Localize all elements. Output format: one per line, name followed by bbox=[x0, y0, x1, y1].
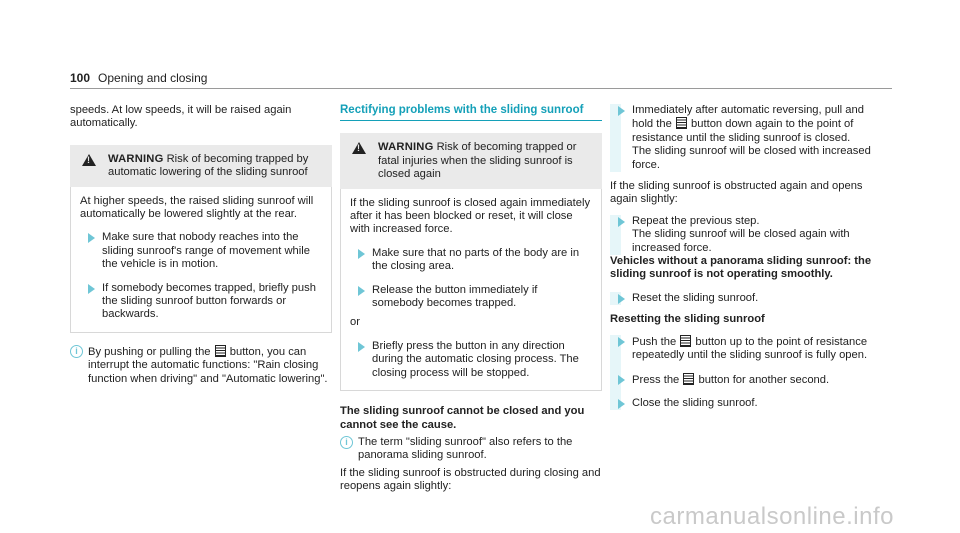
warning-label: WARNING bbox=[108, 152, 164, 165]
warning-triangle-icon bbox=[352, 142, 366, 154]
warning-step bbox=[80, 282, 322, 322]
step-arrow-icon bbox=[358, 249, 365, 259]
step bbox=[610, 215, 872, 255]
paragraph: If the sliding sunroof is obstructed again and opens again slightly: bbox=[610, 180, 863, 206]
note-2 bbox=[340, 436, 602, 463]
intro-text: speeds. At low speeds, it will be raised again automatically. bbox=[70, 104, 292, 130]
warning-title: Risk of becoming trapped by automatic lowering of the sliding sunroof bbox=[108, 152, 309, 179]
or-text: or bbox=[350, 316, 360, 329]
step-arrow-icon bbox=[618, 399, 625, 409]
step-text-pre: Immediately after automatic reversing, pull and hold the bbox=[632, 104, 864, 131]
info-icon: i bbox=[340, 436, 353, 449]
column-2 bbox=[340, 104, 602, 494]
note-1 bbox=[70, 345, 332, 386]
step-arrow-icon bbox=[358, 286, 365, 296]
step bbox=[610, 373, 872, 387]
warning-header bbox=[70, 145, 332, 187]
step bbox=[610, 335, 872, 363]
step-text-post: button for another second. bbox=[698, 373, 830, 386]
page-number: 100 bbox=[70, 71, 91, 85]
sunroof-button-icon bbox=[683, 373, 694, 385]
info-icon: i bbox=[70, 345, 83, 358]
warning-step bbox=[80, 231, 322, 271]
step-text-post: button down again to the point of resistance until the sliding sunroof is closed. bbox=[632, 118, 854, 144]
page-header bbox=[70, 72, 207, 85]
warning-body bbox=[340, 189, 602, 391]
step-arrow-icon bbox=[88, 284, 95, 294]
step-text-pre: Press the bbox=[632, 373, 680, 386]
step-group bbox=[610, 215, 872, 255]
warning-body bbox=[70, 187, 332, 333]
step-text: Briefly press the button in any direction during the automatic closing process. The closing process will be stopped. bbox=[372, 339, 579, 379]
subheading: Vehicles without a panorama sliding sunroof: the sliding sunroof is not operating smoothly. bbox=[610, 255, 872, 281]
step-result: The sliding sunroof will be closed again with increased force. bbox=[632, 228, 850, 254]
warning-label: WARNING bbox=[378, 141, 434, 154]
paragraph: If the sliding sunroof is obstructed during closing and reopens again slightly: bbox=[340, 466, 601, 493]
section-title: Opening and closing bbox=[98, 71, 208, 85]
step-text: Close the sliding sunroof. bbox=[632, 396, 758, 409]
step-text: Release the button immediately if somebody becomes trapped. bbox=[372, 283, 538, 310]
step-arrow-icon bbox=[88, 233, 95, 243]
note-text-pre: By pushing or pulling the bbox=[88, 345, 211, 358]
step-arrow-icon bbox=[618, 337, 625, 347]
warning-box-2 bbox=[340, 133, 602, 391]
step bbox=[610, 397, 872, 410]
warning-box-1 bbox=[70, 145, 332, 333]
step-group bbox=[610, 292, 872, 305]
step-text: Repeat the previous step. bbox=[632, 214, 760, 227]
sunroof-button-icon bbox=[680, 335, 691, 347]
note-text-post: button, you can interrupt the automatic functions: "Rain closing function when driving" and "Automatic lowering". bbox=[88, 345, 328, 385]
warning-step bbox=[350, 284, 592, 311]
warning-step bbox=[350, 247, 592, 274]
warning-triangle-icon bbox=[82, 154, 96, 166]
header-rule bbox=[70, 88, 892, 89]
sunroof-button-icon bbox=[676, 117, 687, 129]
subheading: The sliding sunroof cannot be closed and you cannot see the cause. bbox=[340, 405, 585, 431]
step-text: Reset the sliding sunroof. bbox=[632, 291, 759, 304]
step-arrow-icon bbox=[618, 106, 625, 116]
heading-rule bbox=[340, 120, 602, 121]
warning-header bbox=[340, 133, 602, 188]
step bbox=[610, 292, 872, 305]
step-arrow-icon bbox=[618, 294, 625, 304]
step-text: Make sure that nobody reaches into the sliding sunroof's range of movement while the vehicle is in motion. bbox=[102, 231, 310, 271]
column-1 bbox=[70, 104, 332, 386]
step-group bbox=[610, 335, 872, 411]
subheading: Resetting the sliding sunroof bbox=[610, 313, 765, 326]
step-group bbox=[610, 104, 872, 172]
step-text-pre: Push the bbox=[632, 335, 677, 348]
step-text: Make sure that no parts of the body are in the closing area. bbox=[372, 246, 580, 273]
warning-title: Risk of becoming trapped or fatal injuries when the sliding sunroof is closed again bbox=[378, 141, 577, 181]
watermark: carmanualsonline.info bbox=[650, 502, 894, 530]
note-text: The term "sliding sunroof" also refers to the panorama sliding sunroof. bbox=[358, 435, 573, 462]
step-arrow-icon bbox=[618, 217, 625, 227]
step-arrow-icon bbox=[358, 342, 365, 352]
sunroof-button-icon bbox=[215, 345, 226, 357]
warning-step bbox=[350, 340, 592, 380]
step-arrow-icon bbox=[618, 375, 625, 385]
step-text: If somebody becomes trapped, briefly push the sliding sunroof button forwards or backwards. bbox=[102, 281, 316, 321]
warning-text: If the sliding sunroof is closed again immediately after it has been blocked or reset, it will close with increased force. bbox=[350, 196, 591, 236]
step-text-post: button up to the point of resistance repeatedly until the sliding sunroof is fully open. bbox=[632, 335, 868, 362]
section-heading: Rectifying problems with the sliding sunroof bbox=[340, 104, 584, 116]
warning-text: At higher speeds, the raised sliding sunroof will automatically be lowered slightly at the rear. bbox=[80, 194, 314, 221]
step bbox=[610, 104, 872, 172]
step-result: The sliding sunroof will be closed with increased force. bbox=[632, 145, 871, 171]
column-3 bbox=[610, 104, 872, 410]
